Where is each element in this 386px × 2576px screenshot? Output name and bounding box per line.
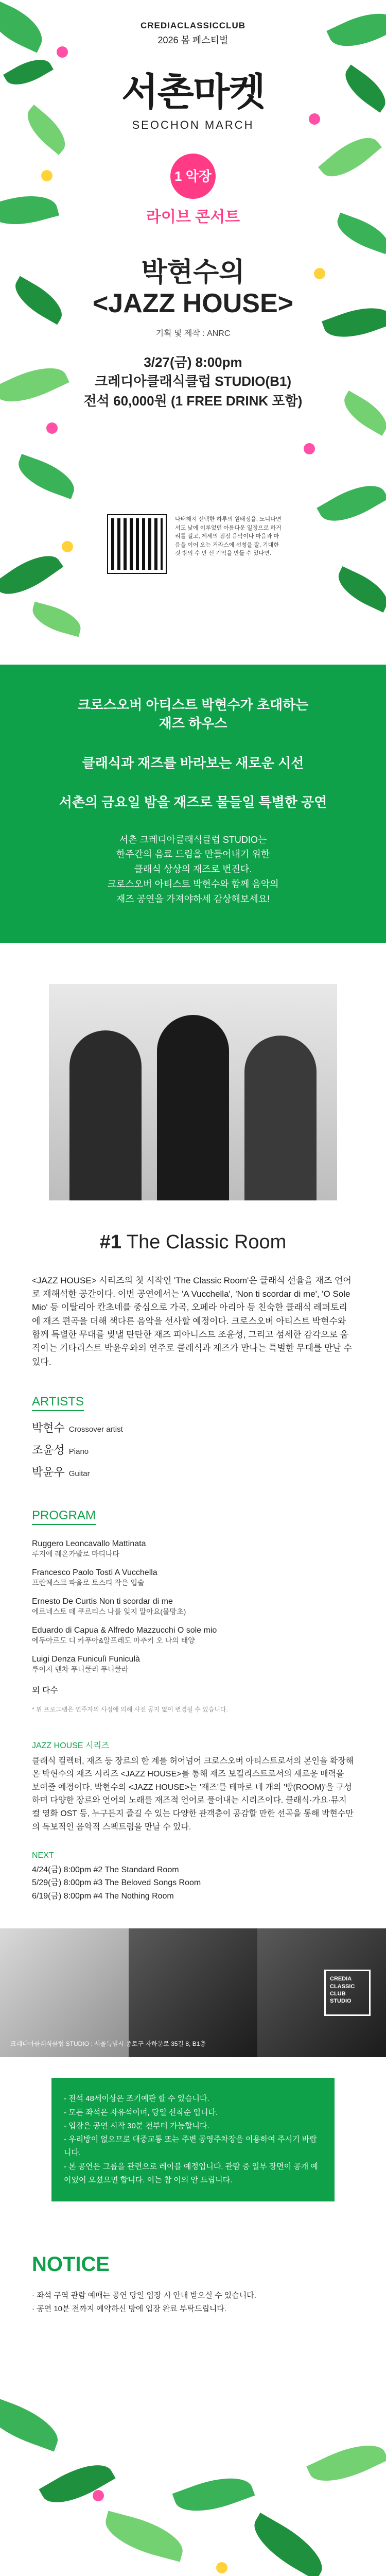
leaf-decoration bbox=[172, 2467, 255, 2522]
artist-name: 박현수 bbox=[32, 1421, 65, 1434]
leaf-decoration bbox=[338, 64, 386, 112]
notice-list bbox=[32, 2289, 351, 2315]
notes-box bbox=[51, 2078, 335, 2201]
leaf-decoration bbox=[317, 474, 386, 532]
artist-name: 박윤우 bbox=[32, 1465, 65, 1479]
festival-logo-en: SEOCHON MARCH bbox=[132, 118, 254, 131]
program-list bbox=[0, 1539, 386, 1696]
intro-section bbox=[0, 665, 386, 943]
event-date: 3/27(금) 8:00pm bbox=[144, 354, 242, 370]
concert-type: 라이브 콘서트 bbox=[146, 209, 240, 226]
leaf-decoration bbox=[332, 213, 386, 255]
flower-decoration bbox=[309, 113, 320, 125]
artist-role: Crossover artist bbox=[68, 1425, 123, 1434]
leaf-decoration bbox=[39, 2453, 115, 2514]
flower-decoration bbox=[93, 2490, 104, 2501]
intro-headline-2: 클래식과 재즈를 바라보는 새로운 시선 bbox=[82, 755, 304, 771]
flower-decoration bbox=[304, 443, 315, 454]
flower-decoration bbox=[216, 2562, 227, 2573]
flower-decoration bbox=[314, 268, 325, 279]
leaf-decoration bbox=[3, 52, 54, 93]
notice-section bbox=[0, 2201, 386, 2576]
next-title: NEXT bbox=[32, 1851, 54, 1860]
festival-logo: 서촌마켓 bbox=[121, 70, 265, 114]
hero-content bbox=[77, 21, 309, 411]
program-en: Ruggero Leoncavallo Mattinata bbox=[32, 1539, 146, 1548]
leaf-decoration bbox=[326, 3, 386, 57]
artists-photo bbox=[49, 984, 337, 1200]
room-title bbox=[0, 1231, 386, 1253]
artist-figure bbox=[157, 1015, 229, 1200]
program-item bbox=[32, 1626, 354, 1646]
room-name: The Classic Room bbox=[126, 1231, 287, 1253]
leaf-decoration bbox=[332, 566, 386, 613]
program-label: PROGRAM bbox=[32, 1509, 96, 1525]
note-item: - 입장은 공연 시작 30분 전부터 가능합니다. bbox=[64, 2121, 209, 2130]
concert-title-line2: <JAZZ HOUSE> bbox=[92, 288, 294, 318]
program-ko: 프란체스코 파올로 토스티 작은 입술 bbox=[32, 1578, 145, 1587]
artist-name: 조윤성 bbox=[32, 1443, 65, 1456]
studio-logo: CREDIA CLASSIC CLUB STUDIO bbox=[324, 1970, 371, 2016]
notes-section bbox=[0, 2057, 386, 2201]
program-item bbox=[32, 1684, 354, 1696]
hero-section bbox=[0, 0, 386, 665]
leaf-decoration bbox=[20, 105, 74, 155]
program-note: * 위 프로그램은 연주자의 사정에 의해 사전 공지 없이 변경될 수 있습니다. bbox=[32, 1705, 228, 1713]
notice-item: · 좌석 구역 관람 예매는 공연 당일 입장 시 안내 받으실 수 있습니다. bbox=[32, 2291, 256, 2300]
leaf-decoration bbox=[29, 602, 84, 637]
note-item: - 모든 좌석은 자유석이며, 당일 선착순 입니다. bbox=[64, 2108, 218, 2117]
notice-title: NOTICE bbox=[32, 2253, 110, 2276]
festival-edition: 2026 봄 페스티벌 bbox=[157, 35, 229, 45]
production-credit: 기획 및 제작 : ANRC bbox=[155, 329, 231, 338]
flower-decoration bbox=[46, 422, 58, 434]
venue-photo bbox=[0, 1928, 129, 2057]
notice-item: · 공연 10분 전까지 예약하신 방에 입장 완료 부탁드립니다. bbox=[32, 2304, 226, 2313]
program-item bbox=[32, 1655, 354, 1674]
leaf-decoration bbox=[13, 454, 80, 499]
artists-label: ARTISTS bbox=[32, 1395, 84, 1411]
flower-decoration bbox=[41, 170, 52, 181]
leaf-decoration bbox=[0, 2395, 64, 2452]
series-section bbox=[32, 1739, 354, 1834]
program-en: Luigi Denza Funiculì Funiculà bbox=[32, 1654, 140, 1664]
note-item: - 전석 48세이상은 조기예판 할 수 있습니다. bbox=[64, 2094, 209, 2104]
leaf-decoration bbox=[322, 298, 386, 346]
artist-figure bbox=[69, 1030, 142, 1200]
next-item: 5/29(금) 8:00pm #3 The Beloved Songs Room bbox=[32, 1878, 201, 1888]
next-item: 6/19(금) 8:00pm #4 The Nothing Room bbox=[32, 1891, 174, 1901]
intro-headline-3: 서촌의 금요일 밤을 재즈로 물들일 특별한 공연 bbox=[59, 794, 327, 810]
leaf-decoration bbox=[338, 391, 386, 436]
leaf-decoration bbox=[0, 357, 69, 413]
flower-decoration bbox=[57, 46, 68, 58]
series-body: 클래식 컬렉터, 재즈 등 장르의 한 계를 허어넘어 크로스오버 아티스트로서의 본인을 확장해온 박현수의 재즈 시리즈 <JAZZ HOUSE>를 통해 재즈 보컬리스트로서의 새로운 매력을 보여줄 예정이다. 박현수의 <JAZZ HOUSE>는 '재즈'를 테마로 네 개의 '방(ROOM)'을 구성하며 다양한 장르와 언어의 노래를 재즈적 언어로 풀어내는 시리즈이다. 클래식·가요·뮤지컬 영화 OST 등, 누구든지 즐길 수 있는 다양한 관객층이 공감할 만한 선곡을 통해 박현수만의 독보적인 음악적 스펙트럼을 만날 수 있다. bbox=[32, 1756, 354, 1832]
program-en: Eduardo di Capua & Alfredo Mazzucchi O sole mio bbox=[32, 1625, 217, 1635]
intro-headline-1: 크로스오버 아티스트 박현수가 초대하는 재즈 하우스 bbox=[77, 697, 309, 732]
program-ko: 에두아르도 디 카푸아&알프레도 마추키 오 나의 태양 bbox=[32, 1636, 195, 1645]
event-venue: 크레디아클래식클럽 STUDIO(B1) bbox=[94, 374, 292, 389]
room-number: #1 bbox=[99, 1231, 121, 1253]
program-ko: 에르네스토 데 쿠르티스 나를 잊지 말아요(물망초) bbox=[32, 1607, 186, 1616]
artist-list bbox=[0, 1416, 386, 1483]
program-item bbox=[32, 1597, 354, 1617]
venue-photo bbox=[257, 1928, 386, 2057]
room-description: <JAZZ HOUSE> 시리즈의 첫 시작인 'The Classic Room'은 클래식 선율을 재즈 언어로 재해석한 공간이다. 이번 공연에서는 'A Vucchella', 'Non ti scordar di me', 'O Sole Mio' 등 이탈리아 칸초네를 중심으로 가곡, 오페라 아리아 등 친숙한 클래식 레퍼토리에 재즈 편곡을 더해 색다른 음악을 선사할 예정이다. 크로스오버 아티스트 박현수와 함께 특별한 무대를 빛낼 탄탄한 재즈 피아니스트 조윤성, 그리고 섬세한 감각으로 움직이는 기타리스트 박윤우와의 연주로 클래식과 재즈가 만나는 특별한 무대를 만날 수 있다. bbox=[32, 1275, 353, 1367]
leaf-decoration bbox=[318, 127, 382, 187]
concert-title-line1: 박현수의 bbox=[141, 258, 245, 287]
series-title: JAZZ HOUSE 시리즈 bbox=[32, 1741, 110, 1750]
program-en: Francesco Paolo Tosti A Vucchella bbox=[32, 1568, 157, 1577]
venue-photo bbox=[129, 1928, 257, 2057]
event-info bbox=[77, 353, 309, 411]
leaf-decoration bbox=[0, 0, 50, 53]
leaf-decoration bbox=[306, 2434, 386, 2493]
artist-role: Piano bbox=[68, 1447, 89, 1456]
program-item bbox=[32, 1568, 354, 1588]
venue-caption: 크레디아클래식클럽 STUDIO : 서울특별시 종로구 자하문로 35길 8, B1층 bbox=[10, 2040, 206, 2048]
next-section bbox=[32, 1849, 354, 1903]
event-price: 전석 60,000원 (1 FREE DRINK 포함) bbox=[83, 393, 303, 409]
leaf-decoration bbox=[245, 2513, 332, 2576]
brand-name: CREDIACLASSICCLUB bbox=[141, 21, 245, 30]
concert-title bbox=[77, 258, 309, 319]
act-badge: 1 악장 bbox=[170, 154, 216, 199]
leaf-decoration bbox=[100, 2511, 188, 2562]
program-en: Ernesto De Curtis Non ti scordar di me bbox=[32, 1597, 173, 1606]
leaf-decoration bbox=[0, 545, 63, 605]
qr-note: 나태해져 선택한 하루의 원태정을, 노니다면서도 낮에 이루었던 아름다운 일정으로 하거리를 걸고, 제세의 점점 음악이나 마음과 마음을 이어 오는 거라스에 선청을 잘, 기대한 것 밖의 수 만 선 기억을 만들 수 있다면. bbox=[175, 516, 282, 556]
program-item bbox=[32, 1539, 354, 1559]
venue-photo-strip bbox=[0, 1928, 386, 2057]
intro-body: 서촌 크레디아클래식클럽 STUDIO는 한주간의 음료 드림을 만들어내기 위한 클래식 상상의 재즈로 번진다. 크로스오버 아티스트 박현수와 함께 음악의 재즈 공연을 가져야하세 감상해보세요! bbox=[107, 834, 279, 904]
note-item: - 우리방이 없으므로 대중교통 또는 주변 공영주차장을 이용하여 주시기 바랍니다. bbox=[64, 2135, 317, 2158]
artist-role: Guitar bbox=[68, 1469, 90, 1478]
program-en: 외 다수 bbox=[32, 1686, 58, 1695]
artist-figure bbox=[244, 1036, 317, 1200]
artist-item bbox=[0, 1416, 386, 1438]
note-item: - 본 공연은 그룹을 관련으로 레이블 예정입니다. 관람 중 일부 장면이 공개 예이었어 오셨으면 합니다. 이는 참 이의 안 드립니다. bbox=[64, 2162, 318, 2184]
leaf-decoration bbox=[0, 188, 59, 233]
artist-item bbox=[0, 1438, 386, 1461]
artist-item bbox=[0, 1461, 386, 1483]
next-item: 4/24(금) 8:00pm #2 The Standard Room bbox=[32, 1865, 179, 1874]
qr-code-icon[interactable] bbox=[108, 515, 166, 573]
program-ko: 루이지 덴차 푸니쿨리 푸니쿨라 bbox=[32, 1665, 129, 1673]
leaf-decoration bbox=[8, 276, 69, 325]
program-ko: 루지에 레온카발로 마티나타 bbox=[32, 1549, 120, 1558]
flower-decoration bbox=[62, 541, 73, 552]
